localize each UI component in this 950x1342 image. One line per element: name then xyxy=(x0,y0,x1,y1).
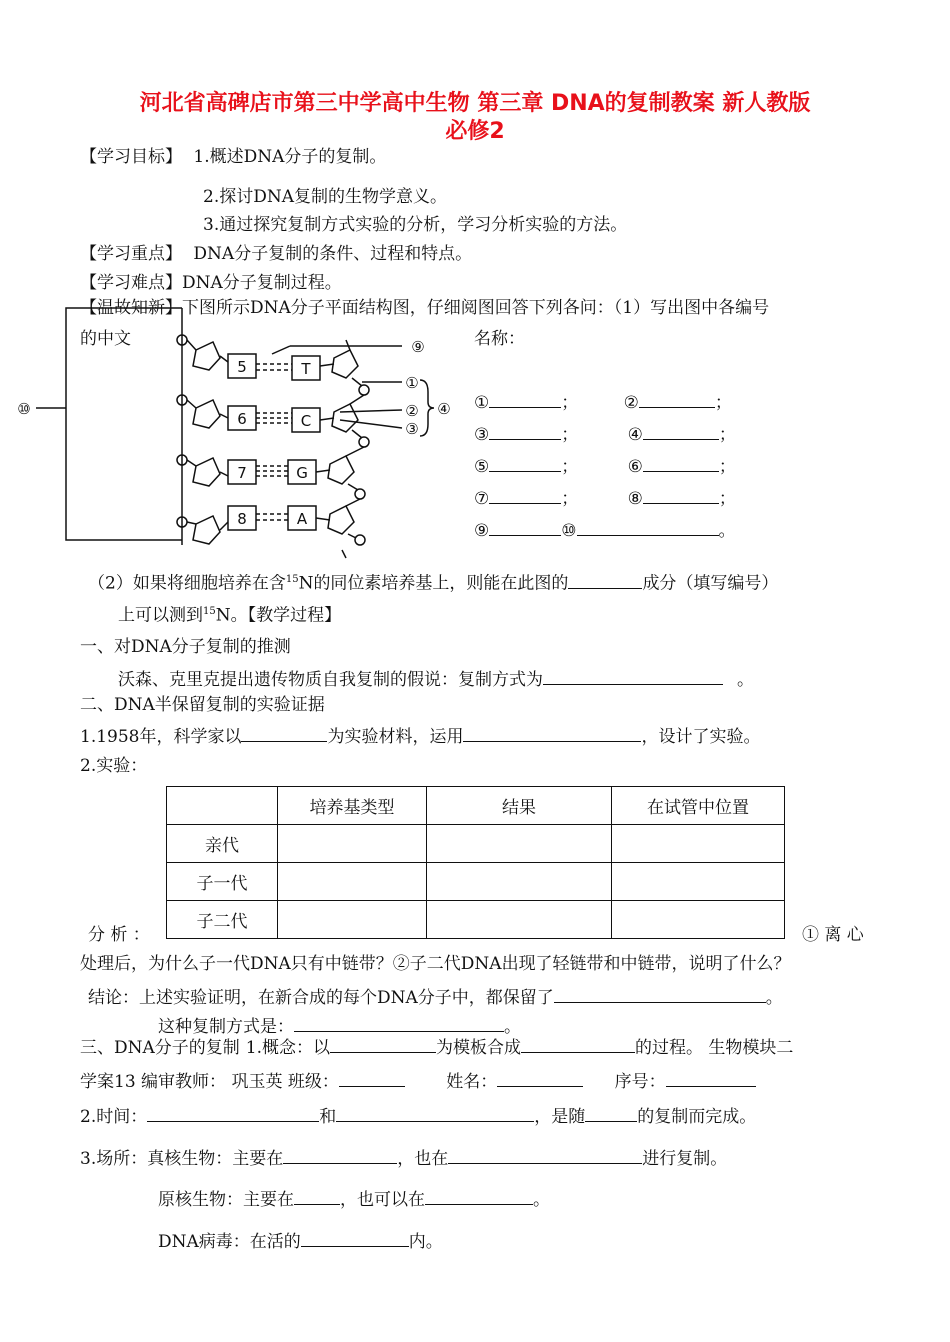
sec2-a: 1.1958年，科学家以 xyxy=(80,727,242,747)
q2-text-d: （填写编号） xyxy=(676,573,779,594)
title-line-2: 必修2 xyxy=(445,119,505,144)
left-strand xyxy=(177,335,228,544)
section-2-title: 二、DNA半保留复制的实验证据 xyxy=(80,695,325,715)
table-cell[interactable] xyxy=(278,825,427,863)
conclusion xyxy=(88,984,783,1009)
sec1-text: 沃森、克里克提出遗传物质自我复制的假说：复制方式为 xyxy=(118,670,543,690)
label-8: 8 xyxy=(237,510,247,528)
section-1-title: 一、对DNA分子复制的推测 xyxy=(80,637,291,657)
sec2-b: 为实验材料，运用 xyxy=(327,727,464,747)
goal-3: 3.通过探究复制方式实验的分析，学习分析实验的方法。 xyxy=(203,215,628,235)
conclusion-text: 结论：上述实验证明，在新合成的每个DNA分子中，都保留了 xyxy=(88,988,554,1008)
answer-1-label: ① xyxy=(474,393,490,413)
name-blank[interactable] xyxy=(497,1068,583,1087)
marker-9: ⑨ xyxy=(411,338,425,356)
row-label: 子二代 xyxy=(167,901,278,939)
semicolon: ； xyxy=(718,425,736,445)
conclusion-end: 。 xyxy=(765,988,783,1008)
answer-6-label: ⑥ xyxy=(627,457,643,477)
answer-10-label: ⑩ xyxy=(561,521,577,541)
place-blank-1[interactable] xyxy=(283,1145,397,1164)
table-cell[interactable] xyxy=(278,901,427,939)
pro-end: 。 xyxy=(533,1190,550,1210)
sec1-end: 。 xyxy=(737,670,754,690)
table-cell[interactable] xyxy=(278,863,427,901)
semicolon: ； xyxy=(561,489,579,509)
experiment-table xyxy=(166,786,785,939)
semicolon: ； xyxy=(718,457,736,477)
conclusion-blank[interactable] xyxy=(554,984,766,1003)
semicolon: ； xyxy=(718,489,736,509)
base-T: T xyxy=(301,360,311,378)
answer-9-label: ⑨ xyxy=(474,521,490,541)
answer-10-blank[interactable] xyxy=(577,517,719,536)
difficulty-row xyxy=(80,272,342,294)
key-text: DNA分子复制的条件、过程和特点。 xyxy=(193,244,473,264)
q2-sup: 15 xyxy=(285,574,299,585)
semicolon: ； xyxy=(561,393,579,413)
answer-9-blank[interactable] xyxy=(489,517,561,536)
answer-8-label: ⑧ xyxy=(627,489,643,509)
period: 。 xyxy=(718,521,736,541)
marker-10: ⑩ xyxy=(17,400,31,418)
semicolon: ； xyxy=(561,425,579,445)
answer-row-4 xyxy=(474,485,736,510)
goals-row xyxy=(80,146,386,168)
sec1-blank[interactable] xyxy=(543,666,723,685)
q2-blank[interactable] xyxy=(568,570,642,589)
time-blank-2[interactable] xyxy=(336,1103,534,1122)
table-header-cell: 结果 xyxy=(427,787,612,825)
goals-label: 【学习目标】 xyxy=(80,147,182,167)
pro-blank-2[interactable] xyxy=(425,1186,533,1205)
answer-5-blank[interactable] xyxy=(489,453,561,472)
semicolon: ； xyxy=(561,457,579,477)
analysis-line-2: 处理后，为什么子一代DNA只有中链带？②子二代DNA出现了轻链带和中链带，说明了什么？ xyxy=(80,954,791,974)
label-5: 5 xyxy=(237,358,247,376)
time-c: ，是随 xyxy=(534,1107,586,1127)
table-header-cell: 在试管中位置 xyxy=(612,787,785,825)
case-a: 学案13 编审教师： 巩玉英 班级： xyxy=(80,1072,339,1092)
sec3-blank-1[interactable] xyxy=(330,1034,436,1053)
answer-1-blank[interactable] xyxy=(489,389,561,408)
sec2-blank-2[interactable] xyxy=(463,723,641,742)
time-a: 2.时间： xyxy=(80,1107,148,1127)
pro-a: 原核生物：主要在 xyxy=(158,1190,294,1210)
case-row xyxy=(80,1068,756,1093)
place-c: 进行复制。 xyxy=(642,1149,728,1169)
section-2-line-2: 2.实验： xyxy=(80,756,148,776)
answer-2-blank[interactable] xyxy=(639,389,715,408)
place-blank-2[interactable] xyxy=(448,1145,642,1164)
time-blank-1[interactable] xyxy=(147,1103,319,1122)
case-b: 姓名： xyxy=(446,1072,498,1092)
sec3-a: 三、DNA分子的复制 xyxy=(80,1038,240,1058)
title-line-1: 河北省高碑店市第三中学高中生物 第三章 DNA的复制教案 新人教版 xyxy=(139,91,811,116)
class-blank[interactable] xyxy=(339,1068,405,1087)
table-cell[interactable] xyxy=(427,825,612,863)
row-label: 子一代 xyxy=(167,863,278,901)
place-a: 3.场所：真核生物：主要在 xyxy=(80,1149,284,1169)
row-label: 亲代 xyxy=(167,825,278,863)
prokaryote-row xyxy=(158,1186,550,1211)
case-c: 序号： xyxy=(614,1072,666,1092)
answer-7-label: ⑦ xyxy=(474,489,490,509)
analysis-label: 分 析 ： xyxy=(88,925,150,945)
q2-line2-b: N。【教学过程】 xyxy=(215,605,342,626)
q2-text-a: （2）如果将细胞培养在含 xyxy=(88,573,286,594)
answer-4-blank[interactable] xyxy=(643,421,719,440)
base-A: A xyxy=(296,510,308,528)
sec2-c: ，设计了实验。 xyxy=(641,727,761,747)
time-d: 的复制而完成。 xyxy=(637,1107,757,1127)
section-3-line-1 xyxy=(80,1034,793,1059)
key-row xyxy=(80,243,472,265)
review-cont-left: 的中文 xyxy=(80,329,131,349)
answer-row-2 xyxy=(474,421,736,446)
base-C: C xyxy=(300,412,312,430)
sec3-b: 1.概念：以 xyxy=(245,1038,331,1058)
table-cell[interactable] xyxy=(427,863,612,901)
bracket-10 xyxy=(66,308,182,540)
table-row xyxy=(167,863,785,901)
difficulty-label: 【学习难点】 xyxy=(80,273,182,293)
answer-3-blank[interactable] xyxy=(489,421,561,440)
answer-3-label: ③ xyxy=(474,425,490,445)
review-cont-right: 名称： xyxy=(474,329,525,349)
marker-3: ③ xyxy=(405,420,419,438)
base-G: G xyxy=(296,464,308,482)
table-header-cell xyxy=(167,787,278,825)
analysis-right: ① 离 心 xyxy=(802,925,864,945)
answer-8-blank[interactable] xyxy=(643,485,719,504)
mode-blank[interactable] xyxy=(294,1013,504,1032)
review-label: 【温故知新】 xyxy=(80,298,182,318)
q2-text-c: 成分 xyxy=(642,573,677,594)
difficulty-text: DNA分子复制过程。 xyxy=(182,273,342,293)
sec3-d: 的过程。 生物模块二 xyxy=(635,1038,794,1058)
table-cell[interactable] xyxy=(427,901,612,939)
table-header-row xyxy=(167,787,785,825)
marker-2: ② xyxy=(405,402,419,420)
place-b: ，也在 xyxy=(397,1149,449,1169)
answer-5-label: ⑤ xyxy=(474,457,490,477)
mode-text: 这种复制方式是： xyxy=(158,1017,294,1037)
virus-blank[interactable] xyxy=(301,1228,409,1247)
virus-b: 内。 xyxy=(408,1232,443,1252)
q2-line-1 xyxy=(88,569,778,595)
marker-4: ④ xyxy=(437,400,451,418)
answer-row-5 xyxy=(474,517,736,542)
place-row xyxy=(80,1145,727,1170)
table-cell[interactable] xyxy=(612,863,785,901)
sec3-c: 为模板合成 xyxy=(436,1038,522,1058)
sec2-blank-1[interactable] xyxy=(241,723,327,742)
q2-line2-sup: 15 xyxy=(203,606,216,617)
dna-structure-diagram xyxy=(0,300,470,565)
right-strand xyxy=(316,340,369,558)
table-cell[interactable] xyxy=(612,901,785,939)
pro-b: ，也可以在 xyxy=(340,1190,425,1210)
virus-a: DNA病毒：在活的 xyxy=(158,1232,301,1252)
label-6: 6 xyxy=(237,410,247,428)
goal-1: 1.概述DNA分子的复制。 xyxy=(193,147,387,167)
answer-row-3 xyxy=(474,453,736,478)
mode-end: 。 xyxy=(504,1017,521,1037)
table-cell[interactable] xyxy=(612,825,785,863)
q2-line2-a: 上可以测到 xyxy=(118,605,203,626)
answer-6-blank[interactable] xyxy=(643,453,719,472)
q2-line-2 xyxy=(118,601,341,627)
review-text: 下图所示DNA分子平面结构图，仔细阅图回答下列各问：（1）写出图中各编号 xyxy=(182,298,770,318)
marker-1: ① xyxy=(405,374,419,392)
q2-text-b: N的同位素培养基上，则能在此图的 xyxy=(298,573,569,594)
table-row xyxy=(167,901,785,939)
table-header-cell: 培养基类型 xyxy=(278,787,427,825)
section-2-line-1 xyxy=(80,723,760,748)
answer-7-blank[interactable] xyxy=(489,485,561,504)
key-label: 【学习重点】 xyxy=(80,244,182,264)
answer-2-label: ② xyxy=(623,393,639,413)
number-blank[interactable] xyxy=(666,1068,756,1087)
time-b: 和 xyxy=(319,1107,337,1127)
virus-row xyxy=(158,1228,443,1253)
semicolon: ； xyxy=(714,393,732,413)
goal-2: 2.探讨DNA复制的生物学意义。 xyxy=(203,187,448,207)
sec3-blank-2[interactable] xyxy=(521,1034,635,1053)
label-7: 7 xyxy=(237,464,247,482)
pro-blank-1[interactable] xyxy=(294,1186,340,1205)
time-row xyxy=(80,1103,756,1128)
section-1-text xyxy=(118,666,754,691)
table-row xyxy=(167,825,785,863)
time-blank-3[interactable] xyxy=(585,1103,637,1122)
answer-row-1 xyxy=(474,389,732,414)
answer-4-label: ④ xyxy=(627,425,643,445)
